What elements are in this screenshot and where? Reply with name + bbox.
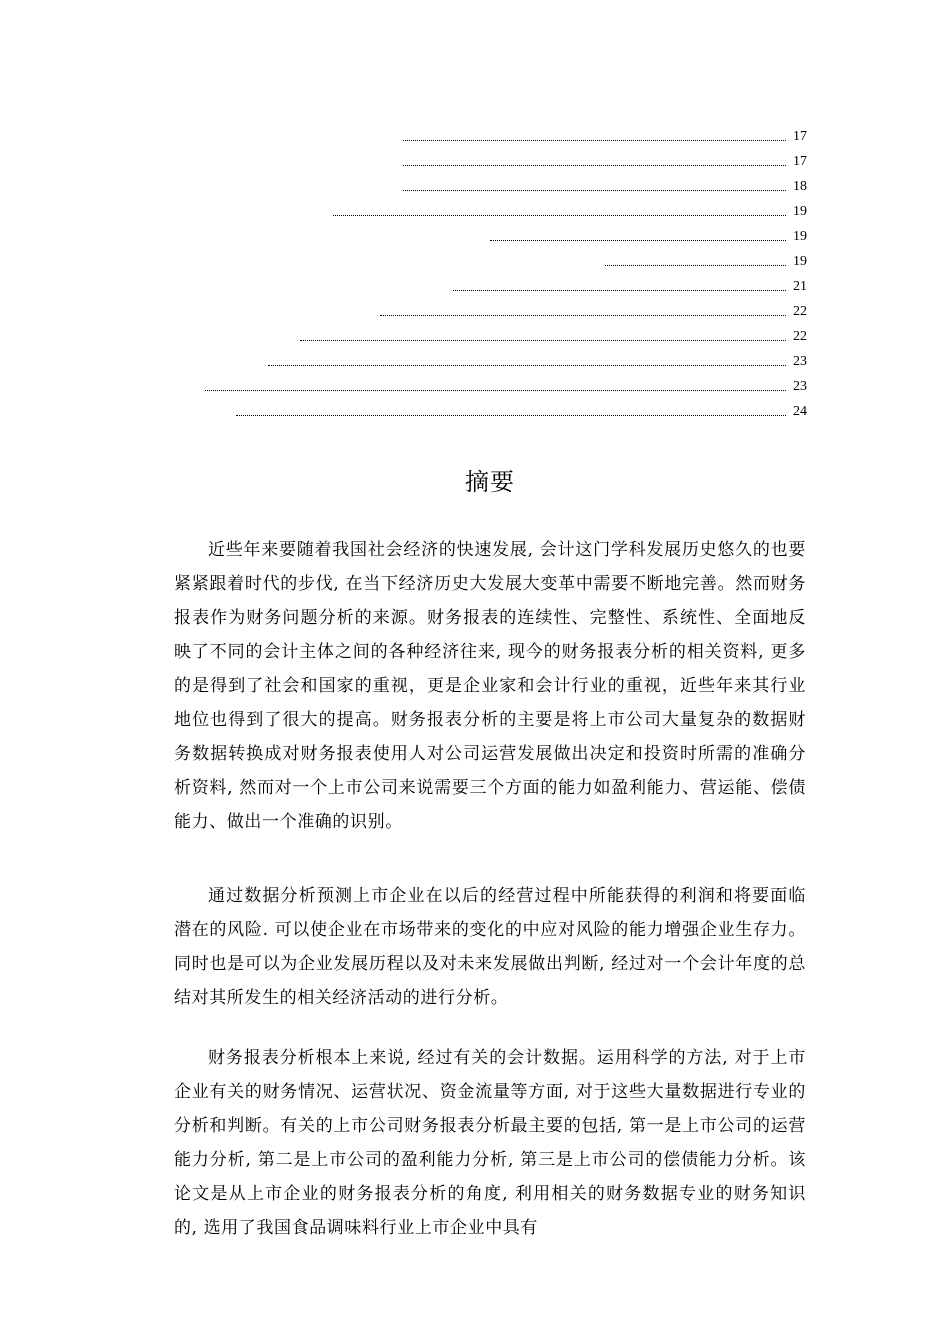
toc-page-number: 23 — [793, 354, 807, 369]
toc-entry[interactable] — [268, 349, 807, 369]
toc-entry[interactable] — [236, 399, 807, 419]
toc-leader-dots — [490, 226, 786, 241]
toc-page-number: 23 — [793, 379, 807, 394]
toc-entry[interactable] — [333, 199, 807, 219]
toc-entry[interactable] — [453, 274, 807, 294]
toc-entry[interactable] — [380, 299, 807, 319]
toc-entry[interactable] — [403, 124, 807, 144]
toc-page-number: 17 — [793, 154, 807, 169]
toc-page-number: 22 — [793, 329, 807, 344]
toc-entry[interactable] — [205, 374, 807, 394]
toc-entry[interactable] — [605, 249, 807, 269]
toc-leader-dots — [268, 351, 786, 366]
toc-page-number: 19 — [793, 229, 807, 244]
toc-leader-dots — [403, 176, 786, 191]
toc-entry[interactable] — [403, 149, 807, 169]
toc-leader-dots — [236, 401, 786, 416]
toc-page-number: 18 — [793, 179, 807, 194]
toc-page-number: 21 — [793, 279, 807, 294]
abstract-paragraph-3: 财务报表分析根本上来说, 经过有关的会计数据。运用科学的方法, 对于上市企业有关的财务情况、运营状况、资金流量等方面, 对于这些大量数据进行专业的分析和判断。有关的上市公司财务报表分析最主要的包括, 第一是上市公司的运营能力分析, 第二是上市公司的盈利能力分析, 第三是上市公司的偿债能力分析。该论文是从上市企业的财务报表分析的角度, 利用相关的财务数据专业的财务知识的, 选用了我国食品调味料行业上市企业中具有 — [174, 1048, 806, 1238]
toc-page-number: 24 — [793, 404, 807, 419]
toc-leader-dots — [403, 151, 786, 166]
toc-leader-dots — [333, 201, 786, 216]
toc-leader-dots — [403, 126, 786, 141]
toc-entry[interactable] — [300, 324, 807, 344]
toc-entry[interactable] — [403, 174, 807, 194]
abstract-paragraph-2: 通过数据分析预测上市企业在以后的经营过程中所能获得的利润和将要面临潜在的风险. 可以使企业在市场带来的变化的中应对风险的能力增强企业生存力。同时也是可以为企业发展历程以及对未来发展做出判断, 经过对一个会计年度的总结对其所发生的相关经济活动的进行分析。 — [174, 886, 806, 1008]
toc-leader-dots — [380, 301, 786, 316]
toc-page-number: 19 — [793, 254, 807, 269]
toc-leader-dots — [205, 376, 786, 391]
toc-page-number: 19 — [793, 204, 807, 219]
toc-leader-dots — [453, 276, 786, 291]
abstract-paragraph-1: 近些年来要随着我国社会经济的快速发展, 会计这门学科发展历史悠久的也要紧紧跟着时代的步伐, 在当下经济历史大发展大变革中需要不断地完善。然而财务报表作为财务问题分析的来源。财务报表的连续性、完整性、系统性、全面地反映了不同的会计主体之间的各种经济往来, 现今的财务报表分析的相关资料, 更多的是得到了社会和国家的重视，更是企业家和会计行业的重视，近些年来其行业地位也得到了很大的提高。财务报表分析的主要是将上市公司大量复杂的数据财务数据转换成对财务报表使用人对公司运营发展做出决定和投资时所需的准确分析资料, 然而对一个上市公司来说需要三个方面的能力如盈利能力、营运能、偿债能力、做出一个准确的识别。 — [174, 540, 806, 832]
toc-page-number: 17 — [793, 129, 807, 144]
toc-entry[interactable] — [490, 224, 807, 244]
toc-leader-dots — [300, 326, 786, 341]
abstract-heading: 摘要 — [465, 468, 515, 496]
toc-leader-dots — [605, 251, 786, 266]
toc-page-number: 22 — [793, 304, 807, 319]
